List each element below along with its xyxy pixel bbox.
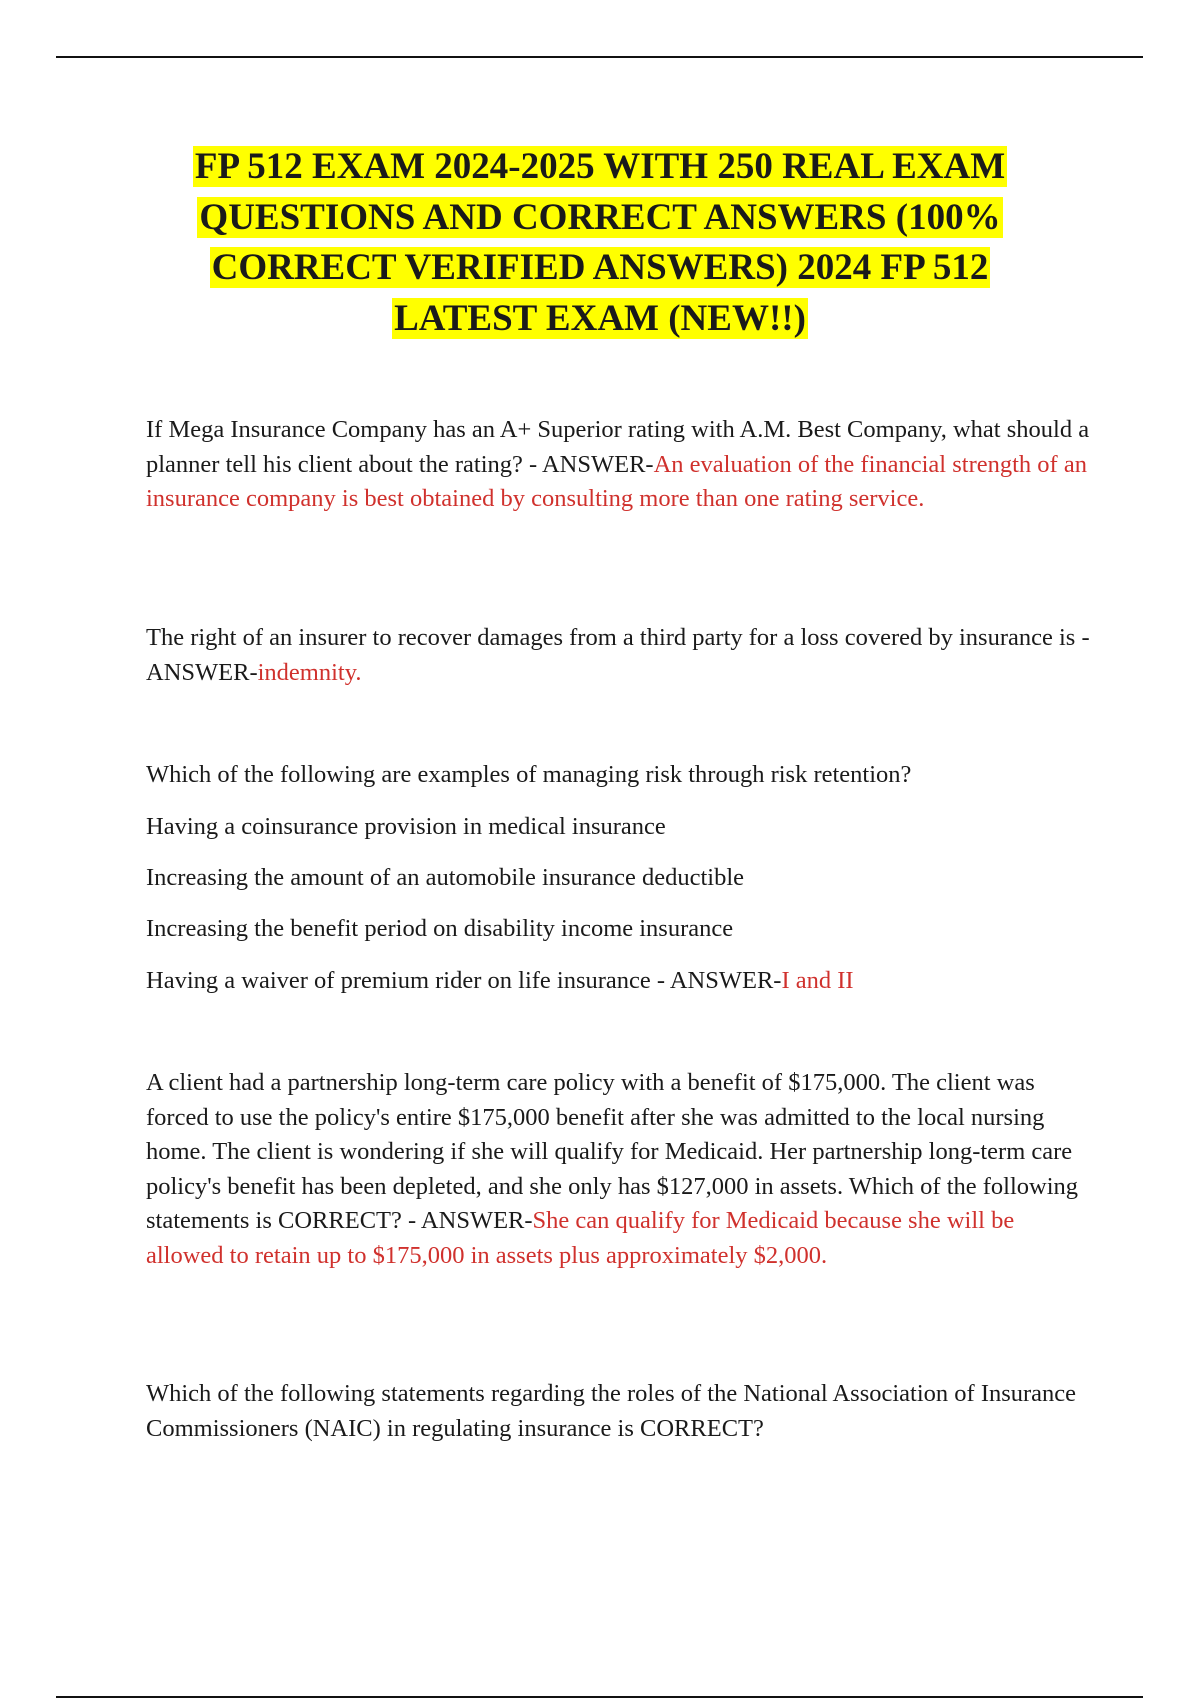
question-3-option [146, 912, 1090, 947]
question-5 [146, 1377, 1090, 1446]
option-text: Having a coinsurance provision in medical insurance [146, 813, 666, 840]
question-4 [146, 1066, 1090, 1273]
title-highlight: FP 512 EXAM 2024-2025 WITH 250 REAL EXAM QUESTIONS AND CORRECT ANSWERS (100% CORRECT VERIFIED ANSWERS) 2024 FP 512 LATEST EXAM (NEW!!) [194, 146, 1006, 339]
question-1-text: If Mega Insurance Company has an A+ Superior rating with A.M. Best Company, what should a planner tell his client about the rating? [146, 416, 1090, 478]
answer-marker: - ANSWER- [401, 1207, 533, 1234]
answer-marker: - ANSWER- [522, 450, 654, 478]
answer-marker: - ANSWER- [146, 624, 1090, 686]
answer-4-text: She can qualify for Medicaid because she will be allowed to retain up to $175,000 in assets plus approximately $2,000. [146, 1207, 1015, 1269]
question-3 [146, 758, 1090, 793]
question-2-text: The right of an insurer to recover damages from a third party for a loss covered by insurance is [146, 624, 1076, 651]
option-text: Increasing the benefit period on disability income insurance [146, 915, 734, 942]
answer-2-text: indemnity. [257, 658, 362, 686]
answer-1-text: An evaluation of the financial strength of an insurance company is best obtained by consulting more than one rating service. [146, 450, 1087, 512]
question-5-text: Which of the following statements regarding the roles of the National Association of Insurance Commissioners (NAIC) in regulating insurance is CORRECT? [146, 1380, 1077, 1442]
option-text: Increasing the amount of an automobile insurance deductible [146, 864, 745, 891]
question-3-option [146, 964, 1090, 999]
question-1 [146, 413, 1090, 517]
option-text: Having a waiver of premium rider on life insurance [146, 967, 651, 994]
question-3-text: Which of the following are examples of managing risk through risk retention? [146, 761, 912, 788]
answer-3-text: I and II [781, 967, 854, 994]
top-rule [56, 56, 1143, 58]
question-2 [146, 621, 1090, 690]
question-3-option [146, 810, 1090, 845]
bottom-rule [56, 1696, 1143, 1698]
answer-marker: - ANSWER- [650, 967, 782, 994]
question-3-option [146, 861, 1090, 896]
question-4-text: A client had a partnership long-term care policy with a benefit of $175,000. The client was forced to use the policy's entire $175,000 benefit after she was admitted to the local nursing home. The client is wondering if she will qualify for Medicaid. Her partnership long-term care policy's benefit has been depleted, and she only has $127,000 in assets. Which of the following statements is CORRECT? [146, 1069, 1079, 1234]
document-title [150, 142, 1050, 344]
